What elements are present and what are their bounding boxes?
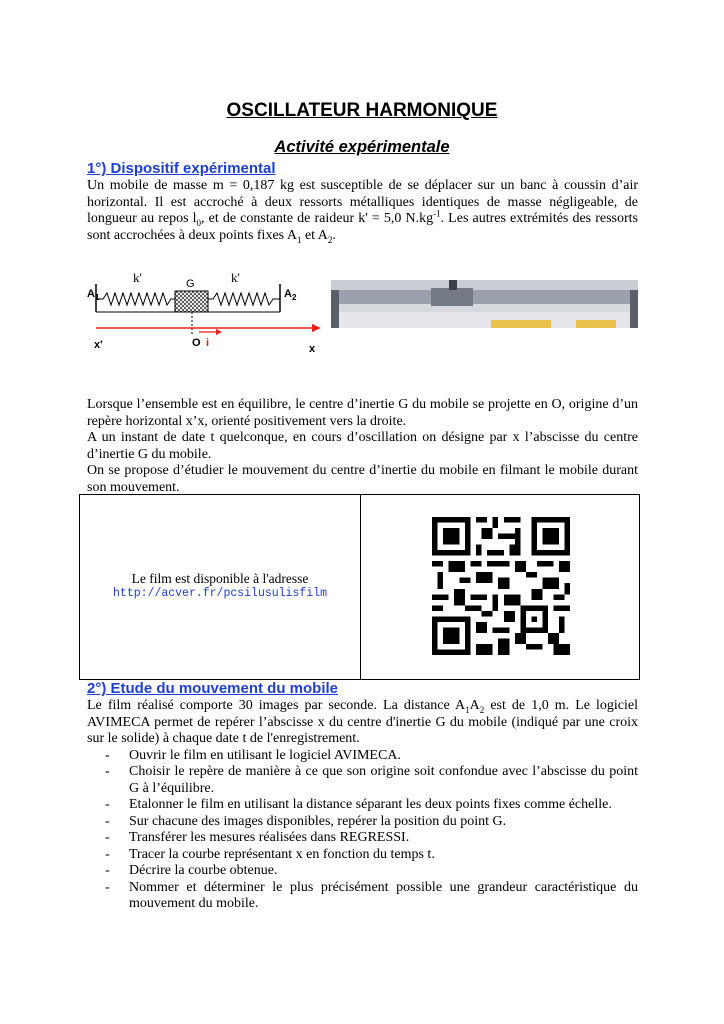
- page-subtitle: Activité expérimentale: [274, 138, 450, 156]
- k-left-label: k': [133, 270, 142, 285]
- x-prime-label: x': [94, 339, 103, 351]
- g-label: G: [186, 278, 195, 290]
- list-item: - Tracer la courbe représentant x en fonction du temps t.: [105, 846, 435, 862]
- k-right-label: k': [231, 270, 240, 285]
- list-item: - Nommer et déterminer le plus précisément possible une grandeur caractéristique du mouvement du mobile.: [105, 879, 638, 911]
- paragraph-2-line-3: On se propose d’étudier le mouvement du centre d’inertie du mobile en filmant le mobile durant son mouvement.: [87, 463, 638, 495]
- unit-vector-arrow: [216, 329, 222, 335]
- section-2-text: Le film réalisé comporte 30 images par seconde. La distance $A_1A_2$ est de 1,0 m. Le logiciel AVIMECA permet de repérer l’abscisse x du centre d'inertie G du mobile (indiqué par une croix sur le solide) à chaque date t de l'enregistrement. - Ouvrir le film en utilisant le logiciel AVIMECA. - Choisir le repère de manière à ce que son origine soit confondue avec l’abscisse du point G à l’équilibre. - Etalonner le film en utilisant la distance séparant les deux points fixes comme échelle. - Sur chacune des images disponibles, repérer la position du point G. - Transférer les mesures réalisées dans REGRESSI. - Tracer la courbe représentant x en fonction du temps t. - Décrire la courbe obtenue. - Nommer et déterminer le plus précisément possible une grandeur caractéristique du mouvement du mobile.: [87, 698, 638, 911]
- paragraph-2-line-1: Lorsque l’ensemble est en équilibre, le centre d’inertie G du mobile se projette en O, origine d’un repère horizontal x’x, orienté positivement vers la droite.: [87, 397, 638, 429]
- paragraph-2-line-2: A un instant de date t quelconque, en cours d’oscillation on désigne par x l’abscisse du centre d’inertie G du mobile.: [87, 430, 638, 462]
- air-track-photo: [331, 280, 638, 328]
- section-1-text: Un mobile de masse m = 0,187 kg est susceptible de se déplacer sur un banc à coussin d’air horizontal. Il est accroché à deux ressorts métalliques identiques de masse négligeable, de longueur au repos $l_0$, et de constante de raideur k' = 5,0 $N.kg^{-1}$. Les autres extrémités des ressorts sont accrochées à deux points fixes $A_1$ et $A_2$.: [87, 178, 639, 245]
- list-item: - Ouvrir le film en utilisant le logiciel AVIMECA.: [105, 747, 401, 763]
- list-item: - Sur chacune des images disponibles, repérer la position du point G.: [105, 813, 507, 829]
- i-label: i: [206, 337, 210, 349]
- film-box-divider: [360, 495, 361, 679]
- list-item: - Choisir le repère de manière à ce que son origine soit confondue avec l’abscisse du point G à l’équilibre.: [105, 764, 638, 796]
- qr-code-icon: [432, 517, 570, 655]
- a1-label: $A_1$: [87, 288, 100, 302]
- film-link[interactable]: http://acver.fr/pcsilusulisfilm: [113, 587, 327, 600]
- film-text: Le film est disponible à l'adresse: [131, 571, 309, 586]
- list-item: - Etalonner le film en utilisant la distance séparant les deux points fixes comme échelle.: [105, 797, 612, 812]
- section-1-heading: 1°) Dispositif expérimental: [87, 160, 276, 177]
- instruction-list: [87, 748, 638, 913]
- film-box: [79, 494, 640, 680]
- a2-label: $A_2$: [284, 288, 297, 302]
- paragraph-2: [87, 397, 638, 496]
- left-spring: [96, 293, 175, 305]
- film-box-text-cell: [80, 571, 360, 600]
- section-2-heading: 2°) Etude du mouvement du mobile: [87, 680, 339, 697]
- page-title: OSCILLATEUR HARMONIQUE: [226, 100, 498, 121]
- list-item: - Transférer les mesures réalisées dans REGRESSI.: [105, 830, 410, 845]
- x-label: x: [309, 343, 316, 355]
- x-axis-arrow: [312, 324, 321, 332]
- mobile-block: [175, 291, 208, 312]
- right-spring: [208, 293, 280, 305]
- o-label: O: [192, 337, 201, 349]
- list-item: - Décrire la courbe obtenue.: [105, 863, 278, 878]
- spring-oscillator-diagram: [83, 262, 328, 357]
